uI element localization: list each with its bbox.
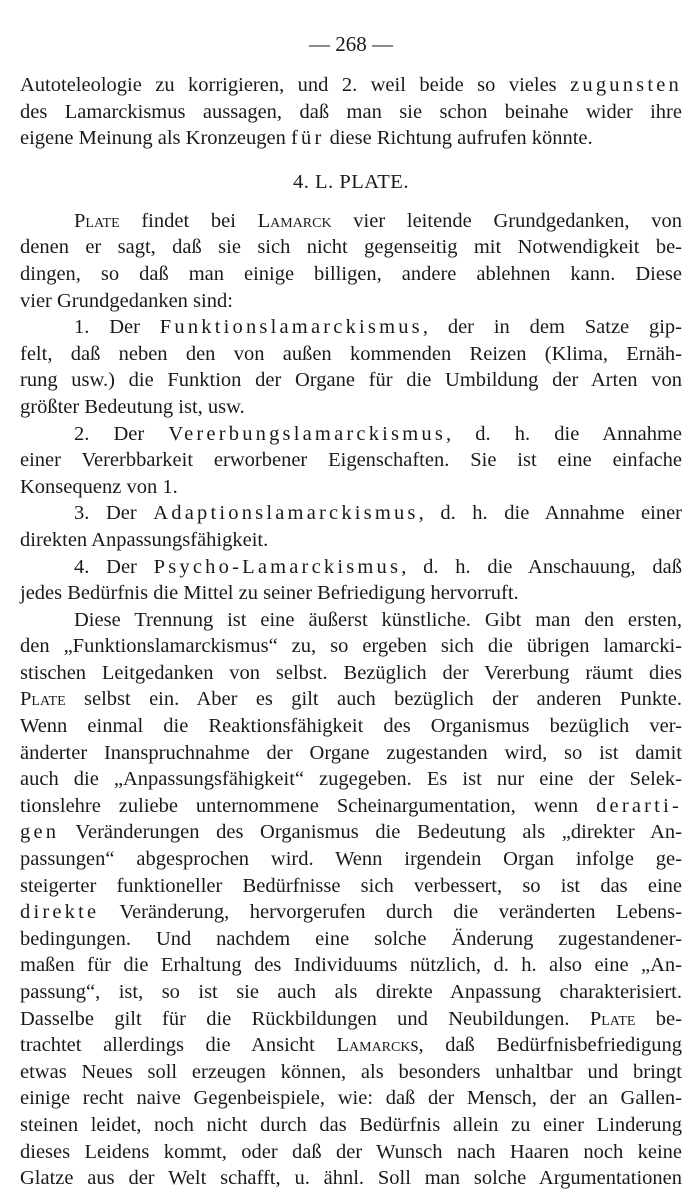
text-line [20,341,682,368]
text-line [20,1165,682,1192]
text-segment: passung“, ist, so ist sie auch als direkte Anpassung charakterisiert. [20,981,682,1003]
text-segment: Plate [589,1007,636,1030]
text-segment: passungen“ abgesprochen wird. Wenn irgendein Organ infolge ge- [20,848,682,871]
text-line [20,979,682,1006]
text-segment: , d. h. die Annahme einer [418,502,682,525]
text-segment: des Lamarckismus aussagen, daß man sie schon beinahe wider ihre [20,100,682,123]
text-segment: etwas Neues soll erzeugen können, als besonders unhaltbar und bringt [20,1060,682,1083]
text-line [20,72,682,99]
text-segment: 3. Der [74,502,154,525]
text-line [20,926,682,953]
text-segment: eigene Meinung als Kronzeugen [20,127,291,150]
text-segment: rung usw.) die Funktion der Organe für die Umbildung der Arten von [20,369,682,392]
text-segment: steinen leidet, noch nicht durch das Bedürfnis allein zu einer Linderung [20,1113,682,1136]
text-line [20,554,682,581]
text-line [20,952,682,979]
text-segment: Vererbungslamarckismus [168,422,446,445]
text-segment: findet bei [119,209,258,232]
text-line [20,288,682,315]
text-segment: jedes Bedürfnis die Mittel zu seiner Befriedigung hervorruft. [20,582,519,605]
text-segment: Psycho-Lamarckismus [153,555,402,578]
text-line [20,766,682,793]
text-segment: für [290,127,325,150]
text-line [20,447,682,474]
text-segment: tionslehre zuliebe unternommene Scheinargumentation, wenn [20,794,597,817]
text-segment: trachtet allerdings die Ansicht [20,1034,337,1057]
text-line [20,208,682,235]
text-line [20,873,682,900]
text-line [20,819,682,846]
text-line [20,607,682,634]
text-segment: felt, daß neben den von außen kommenden Reizen (Klima, Ernäh- [20,342,682,365]
text-line [20,1006,682,1033]
text-line [20,234,682,261]
text-segment: dieses Leidens kommt, oder daß der Wunsch nach Haaren noch keine [20,1140,682,1163]
text-segment: 2. Der [74,422,169,445]
text-line [20,527,682,554]
text-segment: , d. h. die Anschauung, daß [401,555,682,578]
text-segment: vier Grundgedanken sind: [20,289,233,312]
text-line [20,846,682,873]
text-segment: zugunsten [570,74,682,96]
text-line [20,367,682,394]
text-line [20,421,682,448]
text-line [20,474,682,501]
text-line [20,1032,682,1059]
text-line [20,394,682,421]
text-segment: derarti- [596,794,682,817]
text-segment: Plate [20,688,66,711]
text-segment: maßen für die Erhaltung des Individuums nützlich, d. h. also eine „An- [20,954,682,977]
text-segment: , d. h. die Annahme [446,422,682,445]
text-segment: steigerter funktioneller Bedürfnisse sich verbessert, so ist das eine [20,874,682,897]
text-segment: stischen Leitgedanken von selbst. Bezüglich der Vererbung räumt dies [20,661,682,684]
text-segment: diese Richtung aufrufen könnte. [324,127,593,150]
text-line [20,793,682,820]
text-segment: Konsequenz von 1. [20,475,178,498]
text-segment: 1. Der [74,316,160,339]
text-line [20,899,682,926]
text-segment: Funktionslamarckismus [159,316,423,339]
text-line [20,1139,682,1166]
text-segment: , der in dem Satze gip- [422,316,682,339]
text-segment: einige recht naive Gegenbeispiele, wie: daß der Mensch, der an Gallen- [20,1087,682,1110]
text-segment: selbst ein. Aber es gilt auch bezüglich der anderen Punkte. [65,688,682,711]
text-line [20,500,682,527]
text-line [20,660,682,687]
text-line [20,740,682,767]
section-heading: 4. L. PLATE. [293,170,409,193]
text-segment: Veränderung, hervorgerufen durch die veränderten Lebens- [99,901,682,924]
text-segment: den „Funktionslamarckismus“ zu, so ergeben sich die übrigen lamarcki- [20,635,682,658]
text-segment: Plate [74,209,120,232]
text-segment: größter Bedeutung ist, usw. [20,395,245,418]
text-segment: Lamarck [336,1034,411,1057]
text-segment: bedingungen. Und nachdem eine solche Änderung zugestandener- [20,927,682,950]
body-text [20,72,682,1192]
text-segment: gen [20,821,60,844]
text-line [20,713,682,740]
text-segment: auch die „Anpassungsfähigkeit“ zugegeben. Es ist nur eine der Selek- [20,768,682,791]
text-line [20,1059,682,1086]
text-line [20,1112,682,1139]
text-segment: einer Vererbbarkeit erworbener Eigenschaften. Sie ist eine einfache [20,449,682,472]
text-segment: denen er sagt, daß sie sich nicht gegenseitig mit Notwendigkeit be- [20,236,682,259]
text-line [20,314,682,341]
text-segment: Diese Trennung ist eine äußerst künstliche. Gibt man den ersten, [74,608,682,631]
text-segment: Wenn einmal die Reaktionsfähigkeit des Organismus bezüglich ver- [20,715,682,738]
text-segment: s, daß Bedürfnisbefriedigung [410,1034,683,1057]
text-line [20,686,682,713]
text-line [20,99,682,126]
text-segment: Lamarck [257,209,332,232]
text-segment: Glatze aus der Welt schafft, u. ähnl. Soll man solche Argumentationen [20,1167,682,1190]
text-segment: 4. Der [74,555,154,578]
text-line [20,1085,682,1112]
text-segment: dingen, so daß man einige billigen, andere ablehnen kann. Diese [20,262,682,285]
text-line [20,125,682,152]
text-segment: be- [635,1007,682,1030]
text-segment: vier leitende Grundgedanken, von [331,209,682,232]
text-segment: Dasselbe gilt für die Rückbildungen und Neubildungen. [20,1007,590,1030]
text-segment: Autoteleologie zu korrigieren, und 2. weil beide so vieles [20,74,571,96]
text-segment: direkten Anpassungsfähigkeit. [20,528,269,551]
text-segment: Adaptionslamarckismus [153,502,419,525]
text-line [20,633,682,660]
text-line [20,261,682,288]
text-segment: änderter Inanspruchnahme der Organe zugestanden wird, so ist damit [20,741,682,764]
text-segment: Veränderungen des Organismus die Bedeutung als „direkter An- [59,821,682,844]
text-line [20,580,682,607]
page-number: — 268 — [309,32,393,56]
text-segment: direkte [20,901,100,924]
